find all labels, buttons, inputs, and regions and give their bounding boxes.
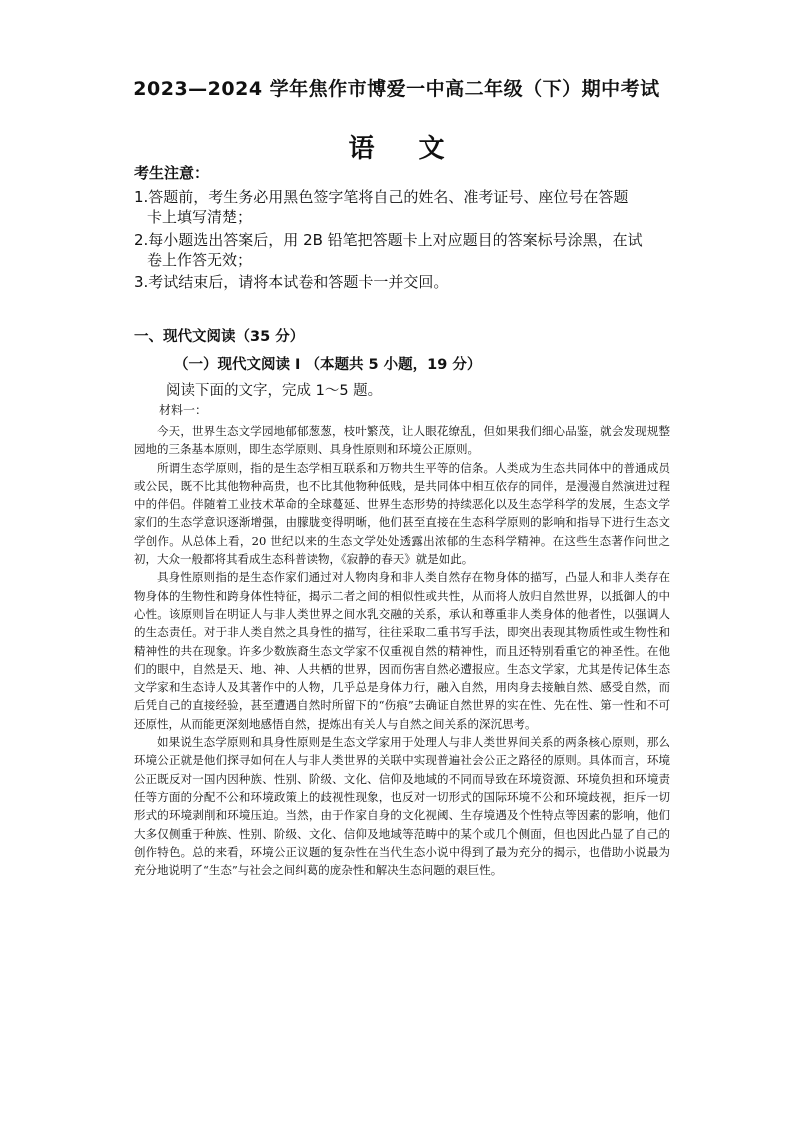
notice-item-1 (134, 187, 674, 227)
passage-paragraph-2: 所谓生态学原则，指的是生态学相互联系和万物共生平等的信条。人类成为生态共同体中的普通成员或公民，既不比其他物种高贵，也不比其他物种低贱，是共同体中相互依存的同伴，是漫漫自然演进过程中的伴侣。伴随着工业技术革命的全球蔓延、世界生态形势的持续恶化以及生态学科学的发展，生态文学家们的生态学意识逐渐增强，由朦胧变得明晰，他们甚至直接在生态科学原则的影响和指导下进行生态文学创作。从总体上看，20 世纪以来的生态文学处处透露出浓郁的生态科学精神。在这些生态著作问世之初，大众一般都将其看成生态科普读物，《寂静的春天》就是如此。 (134, 460, 670, 567)
reading-instruction: 阅读下面的文字，完成 1～5 题。 (166, 383, 383, 399)
notice-item-3 (134, 272, 674, 292)
passage-body (134, 422, 670, 879)
passage-paragraph-3: 具身性原则指的是生态作家们通过对人物肉身和非人类自然存在物身体的描写，凸显人和非人类存在物身体的生物性和跨身体性特征，揭示二者之间的相似性或共性，从而将人放归自然世界，以抵御人的中心性。该原则旨在明证人与非人类世界之间水乳交融的关系，承认和尊重非人类身体的他者性，以强调人的生态责任。对于非人类自然之具身性的描写，往往采取二重书写手法，即突出表现其物质性或生物性和精神性的共在现象。许多少数族裔生态文学家不仅重视自然的精神性，而且还特别看重它的神圣性。在他们的眼中，自然是天、地、神、人共栖的世界，因而伤害自然必遭报应。生态文学家，尤其是传记体生态文学家和生态诗人及其著作中的人物，几乎总是身体力行，融入自然，用肉身去接触自然、感受自然，而后凭自己的直接经验，甚至遭遇自然时所留下的“伤痕”去确证自然世界的实在性、先在性、第一性和不可还原性，从而能更深刻地感悟自然，提炼出有关人与自然之间关系的深沉思考。 (134, 570, 670, 731)
exam-title: 2023—2024 学年焦作市博爱一中高二年级（下）期中考试 (133, 78, 660, 100)
notice-item-2-line1: 2.每小题选出答案后，用 2B 铅笔把答题卡上对应题目的答案标号涂黑，在试 (134, 231, 643, 249)
notice-item-1-line2: 卡上填写清楚； (147, 208, 253, 226)
subject-title (0, 128, 793, 165)
notice-item-2 (134, 230, 674, 270)
sub-section-heading: （一）现代文阅读 I （本题共 5 小题，19 分） (174, 357, 482, 373)
notice-item-3-line1: 3.考试结束后，请将本试卷和答题卡一并交回。 (134, 273, 449, 291)
passage-paragraph-1: 今天，世界生态文学园地郁郁葱葱，枝叶繁茂，让人眼花缭乱，但如果我们细心品鉴，就会发现规整园地的三条基本原则，即生态学原则、具身性原则和环境公正原则。 (134, 424, 670, 457)
notice-item-2-line2: 卷上作答无效； (147, 251, 253, 269)
material-label: 材料一： (159, 403, 208, 417)
notice-heading: 考生注意： (134, 164, 210, 182)
subject-char-2: 文 (418, 134, 445, 164)
section-heading: 一、现代文阅读（35 分） (134, 329, 305, 345)
passage-paragraph-4: 如果说生态学原则和具身性原则是生态文学家用于处理人与非人类世界间关系的两条核心原则，那么环境公正就是他们探寻如何在人与非人类世界的关联中实现普遍社会公正之路径的原则。具体而言，环境公正既反对一国内因种族、性别、阶级、文化、信仰及地域的不同而导致在环境资源、环境负担和环境责任等方面的分配不公和环境政策上的歧视性现象，也反对一切形式的国际环境不公和环境歧视，拒斥一切形式的环境剥削和环境压迫。当然，由于作家自身的文化视阈、生存境遇及个性特点等因素的影响，他们大多仅侧重于种族、性别、阶级、文化、信仰及地域等范畴中的某个或几个侧面，但也因此凸显了自己的创作特色。总的来看，环境公正议题的复杂性在当代生态小说中得到了最为充分的揭示，也借助小说最为充分地说明了“生态”与社会之间纠葛的庞杂性和解决生态问题的艰巨性。 (134, 735, 670, 878)
notice-item-1-line1: 1.答题前，考生务必用黑色签字笔将自己的姓名、准考证号、座位号在答题 (134, 188, 629, 206)
subject-char-1: 语 (348, 134, 375, 164)
